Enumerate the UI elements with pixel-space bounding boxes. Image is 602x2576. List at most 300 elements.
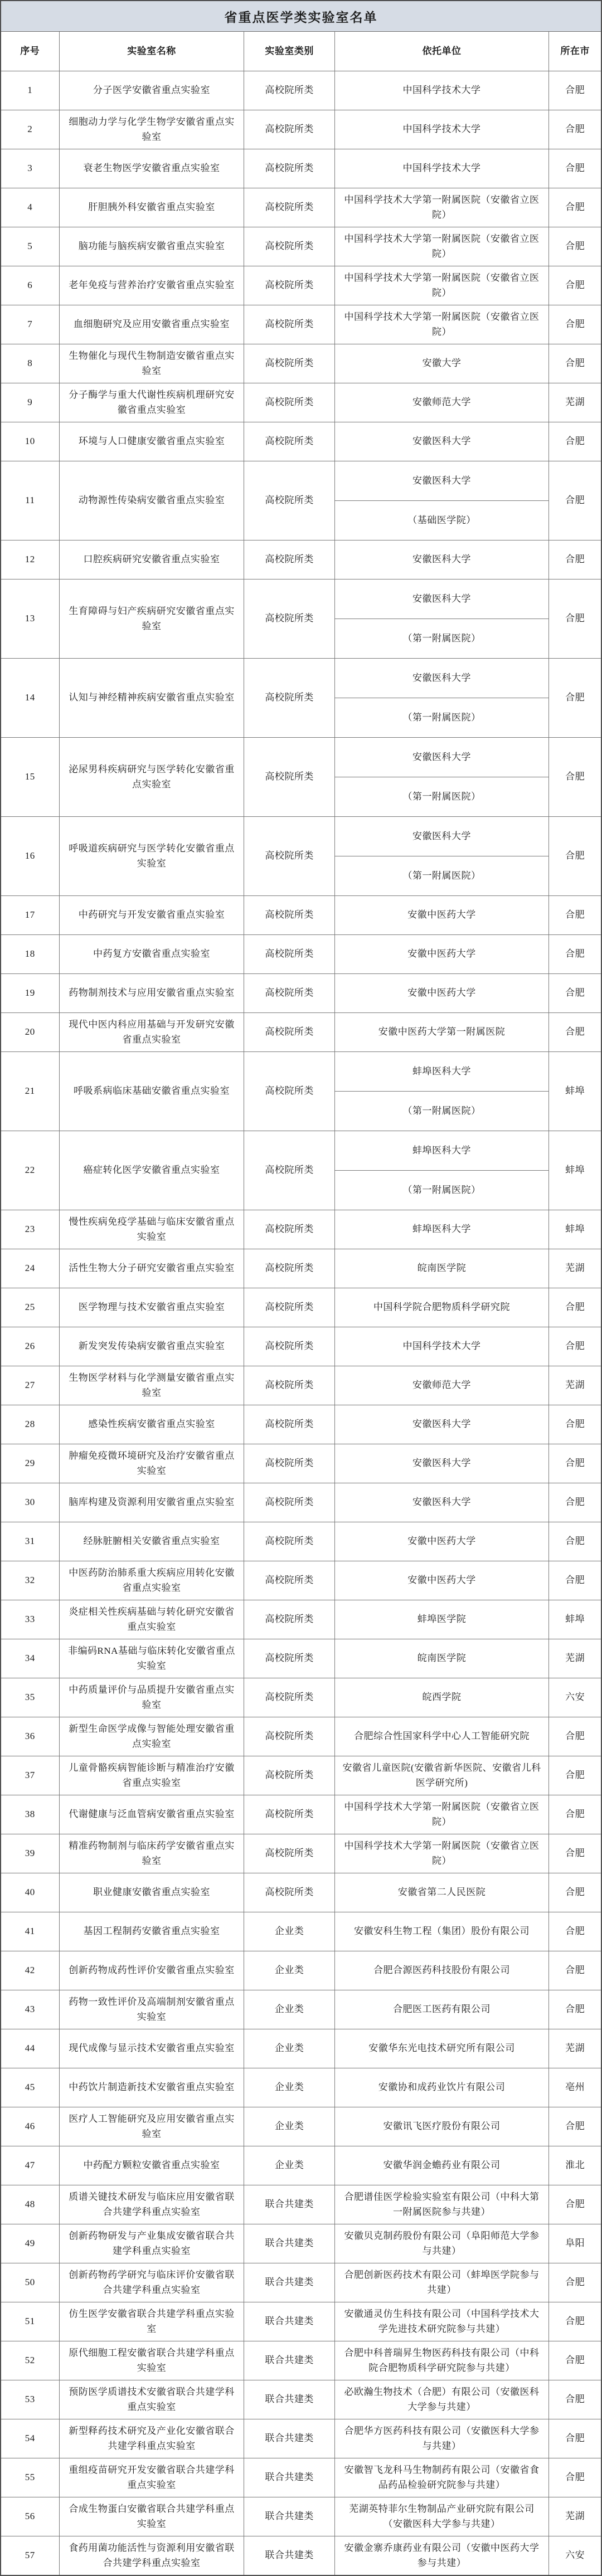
cell-name: 生育障碍与妇产疾病研究安徽省重点实验室 — [60, 580, 245, 658]
cell-name: 基因工程制药安徽省重点实验室 — [60, 1912, 245, 1951]
cell-city: 合肥 — [565, 771, 585, 782]
cell-name: 中药质量评价与品质提升安徽省重点实验室 — [60, 1678, 245, 1717]
cell-no: 41 — [1, 1912, 60, 1951]
cell-city: 合肥 — [565, 850, 585, 861]
table-row — [1, 305, 601, 344]
cell-unit: 安徽通灵仿生科技有限公司（中国科学技术大学先进技术研究院参与共建） — [335, 2302, 550, 2341]
cell-name: 泌尿男科疾病研究与医学转化安徽省重点实验室 — [60, 738, 245, 816]
cell-name: 衰老生物医学安徽省重点实验室 — [60, 149, 245, 188]
cell-category: 企业类 — [244, 2029, 334, 2068]
cell-no: 16 — [1, 817, 60, 895]
cell-unit: 安徽省儿童医院(安徽省新华医院、安徽省儿科医学研究所) — [335, 1756, 550, 1795]
cell-name: 血细胞研究及应用安徽省重点实验室 — [60, 305, 245, 344]
cell-no: 9 — [1, 383, 60, 422]
table-row — [1, 383, 601, 422]
cell-unit: 合肥合源医药科技股份有限公司 — [335, 1951, 550, 1990]
unit-sub: （第一附属医院） — [402, 870, 481, 881]
unit-main: 蚌埠医科大学 — [335, 1052, 549, 1092]
table-row — [1, 2419, 601, 2458]
cell-category: 高校院所类 — [244, 1678, 334, 1717]
cell-no: 3 — [1, 149, 60, 188]
cell-category: 高校院所类 — [244, 1600, 334, 1639]
cell-unit: 安徽医科大学 — [335, 1405, 550, 1444]
table-row — [1, 1013, 601, 1052]
cell-category: 高校院所类 — [244, 1052, 334, 1131]
cell-city: 淮北 — [565, 2160, 585, 2171]
cell-unit: 安徽省第二人民医院 — [335, 1873, 550, 1912]
cell-city: 阜阳 — [565, 2238, 585, 2249]
cell-no: 21 — [1, 1052, 60, 1131]
cell-category: 高校院所类 — [244, 1013, 334, 1051]
cell-no: 32 — [1, 1561, 60, 1600]
cell-no: 35 — [1, 1678, 60, 1717]
table-row — [1, 1990, 601, 2029]
cell-name: 代谢健康与泛血管病安徽省重点实验室 — [60, 1795, 245, 1834]
cell-city: 芜湖 — [565, 1263, 585, 1274]
table-row — [1, 1912, 601, 1951]
cell-category: 高校院所类 — [244, 1756, 334, 1795]
cell-unit — [335, 659, 550, 737]
cell-category: 高校院所类 — [244, 344, 334, 383]
header-row — [1, 32, 601, 71]
cell-unit: 安徽金寨乔康药业有限公司（安徽中医药大学参与共建） — [335, 2536, 550, 2575]
unit-sub: （基础医学院） — [407, 514, 476, 525]
cell-city: 蚌埠 — [565, 1614, 585, 1625]
cell-category: 高校院所类 — [244, 935, 334, 973]
cell-unit: 安徽中医药大学 — [335, 1561, 550, 1600]
cell-unit: 中国科学技术大学第一附属医院（安徽省立医院） — [335, 266, 550, 305]
cell-unit: 安徽中医药大学 — [335, 896, 550, 934]
table-row — [1, 188, 601, 227]
cell-name: 活性生物大分子研究安徽省重点实验室 — [60, 1249, 245, 1288]
table-row — [1, 1366, 601, 1405]
cell-no: 46 — [1, 2107, 60, 2146]
cell-no: 56 — [1, 2497, 60, 2536]
table-row — [1, 1717, 601, 1756]
cell-city: 合肥 — [565, 1965, 585, 1976]
table-row — [1, 817, 601, 896]
table-row — [1, 2185, 601, 2224]
cell-name: 医学物理与技术安徽省重点实验室 — [60, 1288, 245, 1327]
cell-name: 生物催化与现代生物制造安徽省重点实验室 — [60, 344, 245, 383]
unit-main: 安徽医科大学 — [335, 461, 549, 501]
cell-city: 合肥 — [565, 2472, 585, 2483]
cell-name: 分子医学安徽省重点实验室 — [60, 71, 245, 110]
cell-name: 新型生命医学成像与智能处理安徽省重点实验室 — [60, 1717, 245, 1756]
cell-name: 合成生物蛋白安徽省联合共建学科重点实验室 — [60, 2497, 245, 2536]
cell-category: 高校院所类 — [244, 149, 334, 188]
unit-main: 安徽医科大学 — [335, 580, 549, 619]
cell-no: 1 — [1, 71, 60, 110]
table-row — [1, 149, 601, 188]
cell-unit: 皖南医学院 — [335, 1639, 550, 1678]
cell-city: 合肥 — [565, 1497, 585, 1508]
table-row — [1, 1131, 601, 1210]
cell-name: 肿瘤免疫微环境研究及治疗安徽省重点实验室 — [60, 1444, 245, 1483]
table-row — [1, 738, 601, 817]
cell-city: 合肥 — [565, 1026, 585, 1038]
cell-name: 中药研究与开发安徽省重点实验室 — [60, 896, 245, 934]
cell-no: 40 — [1, 1873, 60, 1912]
cell-category: 联合共建类 — [244, 2536, 334, 2575]
cell-category: 高校院所类 — [244, 1561, 334, 1600]
cell-unit: 中国科学技术大学 — [335, 1327, 550, 1366]
cell-unit — [335, 461, 550, 540]
cell-no: 36 — [1, 1717, 60, 1756]
table-row — [1, 935, 601, 974]
cell-name: 中药配方颗粒安徽省重点实验室 — [60, 2146, 245, 2185]
table-row — [1, 580, 601, 659]
cell-category: 高校院所类 — [244, 817, 334, 895]
table-row — [1, 1522, 601, 1561]
cell-category: 联合共建类 — [244, 2263, 334, 2302]
cell-category: 企业类 — [244, 1951, 334, 1990]
cell-city: 蚌埠 — [565, 1224, 585, 1235]
cell-no: 17 — [1, 896, 60, 934]
cell-city: 合肥 — [565, 2199, 585, 2210]
cell-no: 6 — [1, 266, 60, 305]
cell-name: 认知与神经精神疾病安徽省重点实验室 — [60, 659, 245, 737]
cell-category: 联合共建类 — [244, 2380, 334, 2419]
cell-category: 高校院所类 — [244, 1834, 334, 1873]
cell-no: 5 — [1, 227, 60, 266]
cell-unit: 中国科学技术大学 — [335, 149, 550, 188]
unit-main: 安徽医科大学 — [335, 738, 549, 777]
table-row — [1, 227, 601, 266]
cell-city: 合肥 — [565, 2433, 585, 2444]
cell-category: 联合共建类 — [244, 2458, 334, 2497]
cell-no: 27 — [1, 1366, 60, 1405]
cell-name: 创新药物药学研究与临床评价安徽省联合共建学科重点实验室 — [60, 2263, 245, 2302]
cell-no: 52 — [1, 2341, 60, 2380]
cell-no: 44 — [1, 2029, 60, 2068]
table-row — [1, 1405, 601, 1444]
cell-no: 7 — [1, 305, 60, 344]
cell-name: 肝胆胰外科安徽省重点实验室 — [60, 188, 245, 227]
cell-name: 精准药物制剂与临床药学安徽省重点实验室 — [60, 1834, 245, 1873]
table-row — [1, 1288, 601, 1327]
cell-category: 高校院所类 — [244, 227, 334, 266]
cell-no: 45 — [1, 2068, 60, 2107]
cell-city: 合肥 — [565, 2394, 585, 2405]
table-row — [1, 461, 601, 540]
cell-city: 芜湖 — [565, 397, 585, 408]
cell-city: 六安 — [565, 1692, 585, 1703]
table-row — [1, 266, 601, 305]
cell-name: 医疗人工智能研究及应用安徽省重点实验室 — [60, 2107, 245, 2146]
table-row — [1, 2068, 601, 2107]
cell-unit: 合肥中科普瑞昇生物医药科技有限公司（中科院合肥物质科学研究院参与共建） — [335, 2341, 550, 2380]
cell-name: 呼吸道疾病研究与医学转化安徽省重点实验室 — [60, 817, 245, 895]
cell-unit: 安徽医科大学 — [335, 1483, 550, 1522]
cell-no: 29 — [1, 1444, 60, 1483]
cell-city: 合肥 — [565, 1302, 585, 1313]
cell-city: 合肥 — [565, 1848, 585, 1859]
cell-no: 8 — [1, 344, 60, 383]
cell-name: 老年免疫与营养治疗安徽省重点实验室 — [60, 266, 245, 305]
cell-name: 新型释药技术研究及产业化安徽省联合共建学科重点实验室 — [60, 2419, 245, 2458]
cell-unit — [335, 738, 550, 816]
cell-category: 联合共建类 — [244, 2302, 334, 2341]
cell-unit: 安徽华润金蟾药业有限公司 — [335, 2146, 550, 2185]
table-row — [1, 1873, 601, 1912]
table-row — [1, 1249, 601, 1288]
cell-category: 高校院所类 — [244, 1327, 334, 1366]
cell-no: 24 — [1, 1249, 60, 1288]
cell-category: 联合共建类 — [244, 2419, 334, 2458]
cell-unit: 皖西学院 — [335, 1678, 550, 1717]
cell-no: 13 — [1, 580, 60, 658]
cell-city: 蚌埠 — [565, 1085, 585, 1097]
table-title: 省重点医学类实验室名单 — [224, 10, 378, 25]
cell-category: 高校院所类 — [244, 71, 334, 110]
header-cell-name: 实验室名称 — [60, 32, 245, 71]
cell-city: 合肥 — [565, 241, 585, 252]
cell-name: 创新药物研发与产业集成安徽省联合共建学科重点实验室 — [60, 2224, 245, 2263]
cell-city: 合肥 — [565, 1809, 585, 1820]
cell-category: 企业类 — [244, 1912, 334, 1951]
cell-city: 合肥 — [565, 280, 585, 291]
cell-city: 合肥 — [565, 1419, 585, 1430]
cell-city: 合肥 — [565, 85, 585, 96]
cell-city: 合肥 — [565, 948, 585, 960]
cell-no: 4 — [1, 188, 60, 227]
table-row — [1, 2380, 601, 2419]
cell-unit: 安徽安科生物工程（集团）股份有限公司 — [335, 1912, 550, 1951]
cell-unit: 合肥谱佳医学检验实验室有限公司（中科大第一附属医院参与共建） — [335, 2185, 550, 2224]
cell-unit: 安徽中医药大学 — [335, 974, 550, 1012]
table-body — [1, 71, 601, 2575]
cell-no: 43 — [1, 1990, 60, 2029]
cell-name: 职业健康安徽省重点实验室 — [60, 1873, 245, 1912]
table-row — [1, 540, 601, 580]
cell-no: 2 — [1, 110, 60, 149]
cell-unit: 安徽中医药大学 — [335, 1522, 550, 1561]
unit-sub: （第一附属医院） — [402, 791, 481, 802]
cell-name: 仿生医学安徽省联合共建学科重点实验室 — [60, 2302, 245, 2341]
table-row — [1, 2341, 601, 2380]
cell-category: 高校院所类 — [244, 188, 334, 227]
cell-city: 合肥 — [565, 202, 585, 213]
cell-no: 55 — [1, 2458, 60, 2497]
table-row — [1, 2497, 601, 2536]
cell-unit: 芜湖英特菲尔生物制品产业研究院有限公司（安徽医科大学参与共建） — [335, 2497, 550, 2536]
cell-city: 合肥 — [565, 987, 585, 999]
cell-name: 动物源性传染病安徽省重点实验室 — [60, 461, 245, 540]
cell-category: 高校院所类 — [244, 1717, 334, 1756]
cell-name: 现代成像与显示技术安徽省重点实验室 — [60, 2029, 245, 2068]
cell-name: 重组疫苗研究开发安徽省联合共建学科重点实验室 — [60, 2458, 245, 2497]
cell-no: 31 — [1, 1522, 60, 1561]
cell-city: 合肥 — [565, 1458, 585, 1469]
cell-category: 高校院所类 — [244, 1131, 334, 1210]
cell-no: 38 — [1, 1795, 60, 1834]
cell-unit: 安徽大学 — [335, 344, 550, 383]
cell-name: 癌症转化医学安徽省重点实验室 — [60, 1131, 245, 1210]
cell-no: 22 — [1, 1131, 60, 1210]
cell-name: 中医药防治肺系重大疾病应用转化安徽省重点实验室 — [60, 1561, 245, 1600]
cell-category: 联合共建类 — [244, 2185, 334, 2224]
cell-city: 合肥 — [565, 124, 585, 135]
cell-category: 高校院所类 — [244, 1483, 334, 1522]
cell-city: 芜湖 — [565, 1380, 585, 1391]
unit-sub: （第一附属医院） — [402, 632, 481, 644]
cell-city: 合肥 — [565, 358, 585, 369]
cell-city: 合肥 — [565, 1536, 585, 1547]
cell-unit: 合肥医工医药有限公司 — [335, 1990, 550, 2029]
cell-category: 高校院所类 — [244, 1522, 334, 1561]
cell-name: 环境与人口健康安徽省重点实验室 — [60, 422, 245, 461]
cell-no: 19 — [1, 974, 60, 1012]
cell-unit: 中国科学技术大学第一附属医院（安徽省立医院） — [335, 305, 550, 344]
cell-category: 高校院所类 — [244, 110, 334, 149]
cell-category: 高校院所类 — [244, 738, 334, 816]
header-cell-category: 实验室类别 — [244, 32, 334, 71]
cell-category: 高校院所类 — [244, 461, 334, 540]
cell-no: 57 — [1, 2536, 60, 2575]
unit-sub: （第一附属医院） — [402, 1105, 481, 1116]
cell-category: 高校院所类 — [244, 580, 334, 658]
cell-name: 分子酶学与重大代谢性疾病机理研究安徽省重点实验室 — [60, 383, 245, 422]
cell-name: 呼吸系病临床基础安徽省重点实验室 — [60, 1052, 245, 1131]
cell-no: 18 — [1, 935, 60, 973]
table-row — [1, 1444, 601, 1483]
cell-city: 合肥 — [565, 613, 585, 624]
cell-city: 合肥 — [565, 1731, 585, 1742]
cell-city: 合肥 — [565, 2355, 585, 2366]
cell-unit: 安徽中医药大学 — [335, 935, 550, 973]
table-title-bar — [1, 1, 601, 32]
cell-city: 蚌埠 — [565, 1165, 585, 1176]
table-row — [1, 1951, 601, 1990]
cell-no: 10 — [1, 422, 60, 461]
cell-no: 51 — [1, 2302, 60, 2341]
cell-category: 高校院所类 — [244, 305, 334, 344]
unit-sub: （第一附属医院） — [402, 712, 481, 723]
cell-unit: 中国科学技术大学第一附属医院（安徽省立医院） — [335, 1795, 550, 1834]
table-row — [1, 344, 601, 383]
cell-no: 26 — [1, 1327, 60, 1366]
cell-unit — [335, 817, 550, 895]
cell-no: 15 — [1, 738, 60, 816]
cell-name: 创新药物成药性评价安徽省重点实验室 — [60, 1951, 245, 1990]
cell-no: 48 — [1, 2185, 60, 2224]
cell-name: 药物一致性评价及高端制剂安徽省重点实验室 — [60, 1990, 245, 2029]
unit-main: 安徽医科大学 — [335, 659, 549, 698]
cell-unit: 合肥创新医药技术有限公司（蚌埠医学院参与共建） — [335, 2263, 550, 2302]
cell-city: 六安 — [565, 2550, 585, 2561]
cell-no: 50 — [1, 2263, 60, 2302]
cell-category: 高校院所类 — [244, 1795, 334, 1834]
table-row — [1, 1561, 601, 1600]
cell-no: 54 — [1, 2419, 60, 2458]
cell-unit: 安徽中医药大学第一附属医院 — [335, 1013, 550, 1051]
cell-name: 感染性疾病安徽省重点实验室 — [60, 1405, 245, 1444]
cell-city: 芜湖 — [565, 2043, 585, 2054]
cell-city: 合肥 — [565, 2004, 585, 2015]
cell-unit: 安徽协和成药业饮片有限公司 — [335, 2068, 550, 2107]
cell-name: 药物制剂技术与应用安徽省重点实验室 — [60, 974, 245, 1012]
cell-no: 47 — [1, 2146, 60, 2185]
cell-no: 20 — [1, 1013, 60, 1051]
table-row — [1, 1483, 601, 1522]
cell-city: 合肥 — [565, 495, 585, 506]
cell-category: 企业类 — [244, 1990, 334, 2029]
cell-no: 34 — [1, 1639, 60, 1678]
cell-category: 高校院所类 — [244, 1405, 334, 1444]
cell-name: 预防医学质谱技术安徽省联合共建学科重点实验室 — [60, 2380, 245, 2419]
table-row — [1, 71, 601, 110]
cell-unit: 皖南医学院 — [335, 1249, 550, 1288]
cell-category: 联合共建类 — [244, 2341, 334, 2380]
unit-main: 安徽医科大学 — [335, 817, 549, 856]
table-row — [1, 2302, 601, 2341]
table-row — [1, 2107, 601, 2146]
cell-no: 12 — [1, 540, 60, 579]
cell-unit: 中国科学技术大学第一附属医院（安徽省立医院） — [335, 1834, 550, 1873]
cell-name: 新发突发传染病安徽省重点实验室 — [60, 1327, 245, 1366]
cell-no: 53 — [1, 2380, 60, 2419]
cell-name: 中药复方安徽省重点实验室 — [60, 935, 245, 973]
cell-name: 食药用菌功能活性与资源利用安徽省联合共建学科重点实验室 — [60, 2536, 245, 2575]
cell-no: 42 — [1, 1951, 60, 1990]
cell-city: 合肥 — [565, 1770, 585, 1781]
cell-unit: 中国科学技术大学第一附属医院（安徽省立医院） — [335, 188, 550, 227]
cell-unit: 蚌埠医科大学 — [335, 1210, 550, 1249]
table-row — [1, 896, 601, 935]
cell-city: 合肥 — [565, 1926, 585, 1937]
cell-unit: 安徽医科大学 — [335, 1444, 550, 1483]
cell-name: 经脉脏腑相关安徽省重点实验室 — [60, 1522, 245, 1561]
cell-category: 高校院所类 — [244, 383, 334, 422]
cell-unit: 合肥华方医药科技有限公司（安徽医科大学参与共建） — [335, 2419, 550, 2458]
table-row — [1, 659, 601, 738]
cell-category: 高校院所类 — [244, 422, 334, 461]
cell-category: 高校院所类 — [244, 659, 334, 737]
cell-city: 合肥 — [565, 319, 585, 330]
cell-category: 联合共建类 — [244, 2497, 334, 2536]
cell-name: 生物医学材料与化学测量安徽省重点实验室 — [60, 1366, 245, 1405]
cell-unit: 安徽华东光电技术研究所有限公司 — [335, 2029, 550, 2068]
cell-category: 高校院所类 — [244, 540, 334, 579]
cell-no: 37 — [1, 1756, 60, 1795]
cell-unit: 安徽智飞龙科马生物制药有限公司（安徽省食品药品检验研究院参与共建） — [335, 2458, 550, 2497]
cell-name: 中药饮片制造新技术安徽省重点实验室 — [60, 2068, 245, 2107]
cell-unit — [335, 580, 550, 658]
cell-category: 高校院所类 — [244, 266, 334, 305]
cell-no: 11 — [1, 461, 60, 540]
table-row — [1, 110, 601, 149]
cell-city: 合肥 — [565, 554, 585, 565]
cell-unit: 安徽医科大学 — [335, 422, 550, 461]
cell-category: 高校院所类 — [244, 974, 334, 1012]
cell-unit — [335, 1131, 550, 1210]
cell-unit — [335, 1052, 550, 1131]
cell-no: 14 — [1, 659, 60, 737]
cell-city: 合肥 — [565, 1341, 585, 1352]
cell-unit: 安徽师范大学 — [335, 383, 550, 422]
cell-unit: 中国科学技术大学 — [335, 110, 550, 149]
cell-unit: 必欧瀚生物技术（合肥）有限公司（安徽医科大学参与共建） — [335, 2380, 550, 2419]
cell-no: 23 — [1, 1210, 60, 1249]
cell-name: 慢性疾病免疫学基础与临床安徽省重点实验室 — [60, 1210, 245, 1249]
cell-category: 企业类 — [244, 2107, 334, 2146]
table-row — [1, 1639, 601, 1678]
unit-sub: （第一附属医院） — [402, 1184, 481, 1195]
table-row — [1, 422, 601, 461]
cell-name: 炎症相关性疾病基础与转化研究安徽省重点实验室 — [60, 1600, 245, 1639]
table-row — [1, 1795, 601, 1834]
